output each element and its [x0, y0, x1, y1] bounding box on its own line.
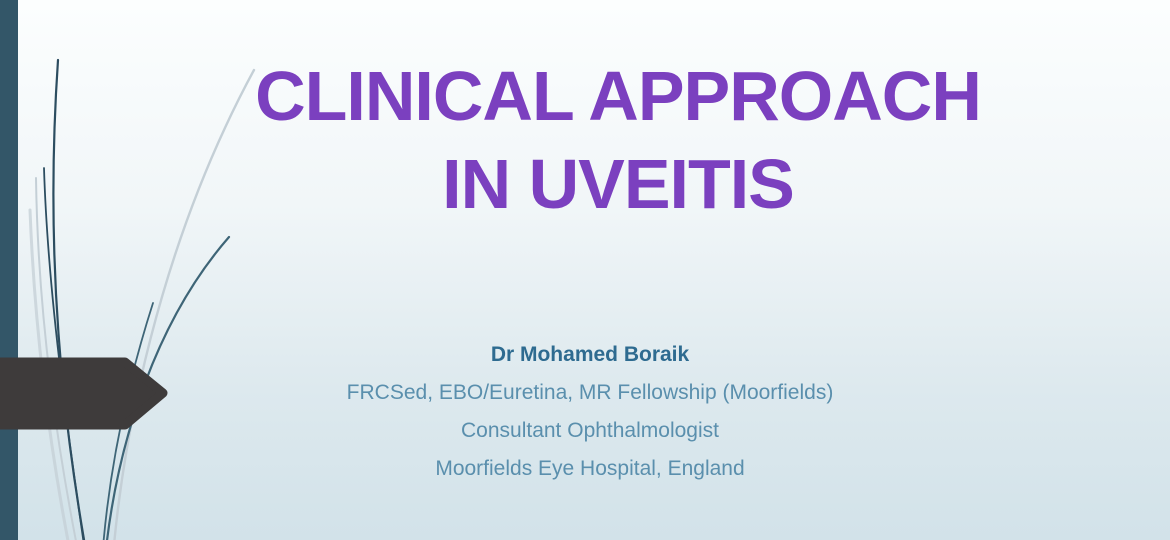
presenter-institution: Moorfields Eye Hospital, England — [435, 457, 745, 480]
subtitle-block — [10, 336, 1170, 488]
title-line-1: CLINICAL APPROACH — [255, 57, 981, 135]
presenter-credentials: FRCSed, EBO/Euretina, MR Fellowship (Moorfields) — [346, 381, 834, 404]
presenter-name: Dr Mohamed Boraik — [490, 343, 690, 366]
title-line-2: IN UVEITIS — [442, 145, 794, 223]
presenter-role: Consultant Ophthalmologist — [461, 419, 719, 442]
slide-title — [18, 52, 1170, 228]
